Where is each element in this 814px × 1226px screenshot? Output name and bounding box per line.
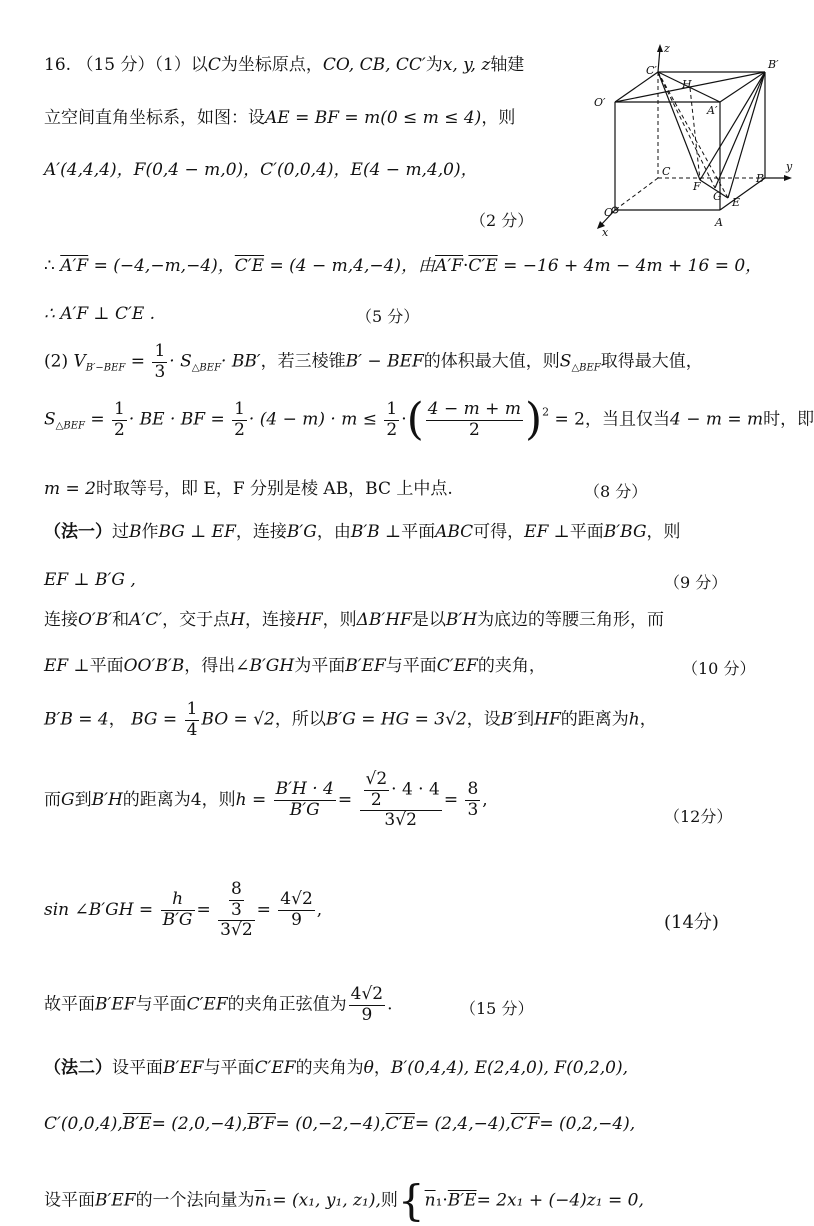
cube-figure (590, 40, 795, 240)
text: 设平面 (112, 1058, 163, 1078)
denominator: 3√2 (220, 920, 253, 941)
text: ，连接 (235, 522, 287, 542)
math: BG ⊥ EF (158, 522, 236, 542)
line-13 (44, 700, 657, 740)
text: 故平面 (44, 994, 95, 1015)
label-c-prime: C′ (646, 64, 657, 77)
math: · S (169, 351, 192, 372)
text: 而 (44, 789, 61, 810)
text: 平面 (401, 522, 436, 542)
math: C′EF (436, 656, 478, 676)
text: ， (639, 709, 657, 730)
text: , (316, 899, 323, 920)
label-c: C (662, 165, 671, 178)
fraction (360, 770, 442, 831)
text: · (463, 256, 469, 276)
line-6 (44, 342, 703, 382)
text: 取得最大值， (600, 351, 703, 372)
math: h (628, 709, 640, 730)
numerator: 1 (154, 341, 166, 361)
label-z: z (664, 42, 670, 55)
text: 与平面 (203, 1058, 255, 1078)
math: = (x₁, y₁, z₁), (272, 1190, 381, 1211)
score-9: （9 分） (664, 573, 728, 592)
text: 为坐标原点， (220, 55, 323, 75)
text: ，由 (316, 522, 351, 542)
math: AE = BF = m(0 ≤ m ≤ 4) (265, 108, 482, 128)
math: = (−4,−m,−4)， (93, 256, 235, 276)
part1-label: （1） (154, 55, 191, 75)
text: = (196, 899, 211, 920)
text: (2) (44, 351, 69, 372)
vector: A′F (435, 256, 464, 276)
math: · BB′ (221, 351, 261, 372)
vector: B′E (447, 1190, 477, 1211)
fraction (112, 400, 127, 440)
text: 立空间直角坐标系，如图：设 (44, 108, 265, 128)
math: sin ∠B′GH = (44, 899, 154, 920)
math: HF (534, 709, 561, 730)
math: = (0,−2,−4), (275, 1114, 386, 1134)
score-2: （2 分） (470, 211, 534, 230)
label-x: x (602, 226, 609, 239)
math: V (73, 351, 86, 372)
denominator: 2 (386, 419, 398, 440)
math: B′(0,4,4), E(2,4,0), F(0,2,0), (390, 1058, 629, 1078)
text: 与平面 (385, 656, 437, 676)
text: 则 (380, 1190, 398, 1211)
text: = (443, 789, 459, 810)
score-total: （15 分） (76, 55, 155, 75)
text: ，连接 (245, 610, 296, 630)
vector: $\overline{n}$ (254, 1190, 266, 1211)
fraction (229, 880, 244, 920)
text: . (387, 994, 393, 1015)
denominator: 9 (291, 909, 302, 930)
fraction (384, 400, 399, 440)
math: 4 (190, 789, 202, 810)
math: HF (296, 610, 323, 630)
math: B′H (445, 610, 478, 630)
label-g: G (713, 190, 722, 203)
text: ，当且仅当 (585, 409, 670, 430)
vector: C′E (385, 1114, 415, 1134)
math: BG = (131, 709, 178, 730)
line-19 (44, 1176, 644, 1226)
vector: C′E (468, 256, 498, 276)
math: B′EF (163, 1058, 204, 1078)
math: BO = √2 (201, 709, 275, 730)
label-f: F (693, 180, 701, 193)
line-15 (44, 880, 322, 941)
denominator: 2 (114, 419, 125, 440)
denominator: 3 (154, 361, 166, 382)
problem-number: 16. (44, 55, 72, 75)
text: 的夹角为 (295, 1058, 364, 1078)
math: · (4 − m) · m ≤ (248, 409, 377, 430)
text: ， (373, 1058, 391, 1078)
text: = (130, 351, 146, 372)
denominator: 2 (370, 789, 382, 810)
text: 的一个法向量为 (135, 1190, 255, 1211)
text: · (442, 1190, 448, 1211)
line-17 (44, 1058, 628, 1078)
math: · BE · BF = (128, 409, 225, 430)
line-10: EF ⊥ B′G , (44, 570, 136, 590)
denominator: 2 (234, 419, 245, 440)
fraction (185, 700, 200, 740)
text: 过 (112, 522, 129, 542)
line-14 (44, 770, 488, 831)
vector: B′E (122, 1114, 152, 1134)
math: CO, CB, CC′ (322, 55, 426, 75)
math: B′B = 4 (44, 709, 109, 730)
score-10: （10 分） (682, 659, 756, 678)
fraction (274, 780, 336, 820)
score-12: （12分） (664, 807, 733, 826)
text: 是以 (411, 610, 446, 630)
text: = 2 (554, 409, 585, 430)
vector: $\overline{n}$ (424, 1190, 436, 1211)
line-8 (44, 479, 453, 499)
line-2 (44, 108, 515, 128)
numerator: 1 (186, 699, 198, 719)
fraction (349, 985, 385, 1025)
numerator: 4 − m + m (427, 398, 521, 419)
text: ，则 (481, 108, 516, 128)
text: 的夹角正弦值为 (227, 994, 347, 1015)
label-a-prime: A′ (707, 104, 718, 117)
subscript: B′−BEF (85, 362, 126, 374)
subscript: △BEF (571, 362, 601, 374)
math: ΔB′HF (356, 610, 412, 630)
score-8: （8 分） (584, 482, 648, 501)
fraction (426, 400, 523, 440)
fraction (218, 880, 254, 941)
math: B′H (91, 789, 123, 810)
text: 可得， (473, 522, 525, 542)
math: G (61, 789, 75, 810)
denominator: 9 (361, 1004, 373, 1025)
math: m = 2 (44, 479, 96, 499)
text: ，则 (322, 610, 357, 630)
text: = (256, 899, 271, 920)
text: 平面 (569, 522, 604, 542)
text: 时，即 (763, 409, 814, 430)
numerator: 8 (230, 879, 242, 899)
math: θ (363, 1058, 374, 1078)
text: ， (108, 709, 126, 730)
vector: A′F (60, 256, 89, 276)
vector: B′F (247, 1114, 276, 1134)
math: = (0,2,−4), (539, 1114, 636, 1134)
denominator: B′G (162, 909, 193, 930)
text: ，则 (201, 789, 236, 810)
score-14: (14分) (664, 912, 719, 933)
math: B′EF (95, 1190, 136, 1211)
denominator: 3 (230, 899, 242, 920)
text: 连接 (44, 610, 78, 630)
math: x, y, z (442, 55, 491, 75)
text: , (482, 789, 488, 810)
text: 为 (425, 55, 443, 75)
vector: C′F (510, 1114, 540, 1134)
text: 的夹角， (477, 656, 546, 676)
text: = (337, 789, 353, 810)
math: B′BG (603, 522, 647, 542)
text: 的距离为 (560, 709, 629, 730)
line-16 (44, 985, 393, 1025)
subscript: △BEF (55, 420, 85, 432)
fraction (465, 780, 480, 820)
numerator: 8 (467, 779, 479, 800)
math: B′ (500, 709, 518, 730)
math: EF ⊥ (524, 522, 570, 542)
math: B′EF (345, 656, 386, 676)
math: = (4 − m,4,−4)，由 (269, 256, 436, 276)
math: = (2,4,−4), (414, 1114, 511, 1134)
math: EF ⊥ (44, 656, 90, 676)
subscript: ₁ (435, 1190, 443, 1211)
text: 的体积最大值，则 (423, 351, 560, 372)
line-9 (44, 522, 681, 542)
label-y: y (786, 160, 793, 173)
label-h: H (682, 78, 692, 91)
brace: { (397, 1176, 425, 1225)
math: = 2x₁ + (−4)z₁ = 0, (476, 1190, 644, 1211)
math: = −16 + 4m − 4m + 16 = 0， (503, 256, 763, 276)
math: ABC (435, 522, 474, 542)
text: 为底边的等腰三角形，而 (477, 610, 665, 630)
text: · (401, 409, 407, 430)
fraction (161, 890, 195, 930)
denominator: 2 (468, 419, 480, 440)
text: = (90, 409, 105, 430)
text: ，交于点 (162, 610, 231, 630)
text: ，所以 (274, 709, 326, 730)
text: ，则 (646, 522, 681, 542)
text: 轴建 (490, 55, 525, 75)
numerator: 4√2 (350, 984, 384, 1004)
math: = (2,0,−4), (151, 1114, 248, 1134)
math: C′EF (254, 1058, 296, 1078)
subscript: ₁ (265, 1190, 273, 1211)
text: ，若三棱锥 (260, 351, 346, 372)
text: 为平面 (294, 656, 346, 676)
text: 作 (141, 522, 159, 542)
fraction (152, 342, 167, 382)
label-o-prime: O′ (594, 96, 606, 109)
math: C′(0,0,4), (44, 1114, 123, 1134)
numerator: h (161, 890, 195, 911)
math: S (559, 351, 572, 372)
vector: C′E (234, 256, 265, 276)
math: B′G (286, 522, 317, 542)
method-2-label: （法二） (44, 1058, 112, 1078)
denominator: 3 (467, 799, 479, 820)
math: C (207, 55, 221, 75)
label-e: E (732, 196, 741, 209)
text: 以 (190, 55, 208, 75)
text: 与平面 (135, 994, 187, 1015)
label-b: B (756, 172, 765, 185)
denominator: 4 (186, 719, 198, 740)
text: ，得出 (184, 656, 236, 676)
score-15: （15 分） (460, 999, 534, 1018)
math: S (44, 409, 56, 430)
numerator: 1 (114, 398, 125, 419)
numerator: B′H · 4 (275, 779, 334, 800)
text: 的距离为 (122, 789, 191, 810)
text: ∴ (44, 256, 55, 276)
text: 到 (74, 789, 92, 810)
line-1 (44, 55, 524, 75)
subscript: △BEF (191, 362, 222, 374)
label-o: O (604, 206, 614, 219)
line-3: A′(4,4,4)，F(0,4 − m,0)，C′(0,0,4)，E(4 − m,4,0)， (44, 160, 478, 180)
math: B′B ⊥ (350, 522, 402, 542)
line-12 (44, 656, 546, 676)
text: 时取等号，即 E，F 分别是棱 AB，BC 上中点. (96, 479, 453, 499)
line-4 (44, 256, 762, 276)
line-5: ∴ A′F ⊥ C′E . (44, 304, 156, 324)
fraction (278, 890, 314, 930)
text: 到 (517, 709, 535, 730)
label-a: A (715, 216, 723, 229)
text: 和 (112, 610, 130, 630)
score-5: （5 分） (356, 307, 420, 326)
math: OO′B′B (123, 656, 185, 676)
math: B′G = HG = 3√2 (325, 709, 467, 730)
method-1-label: （法一） (44, 522, 112, 542)
math: 4 − m = m (670, 409, 764, 430)
fraction (364, 770, 390, 810)
math: h = (235, 789, 267, 810)
math: B′EF (95, 994, 136, 1015)
math: O′B′ (78, 610, 113, 630)
math: B′ − BEF (345, 351, 424, 372)
numerator: 1 (386, 398, 398, 419)
math: ∠B′GH (235, 656, 295, 676)
text: 设平面 (44, 1190, 95, 1211)
fraction (232, 400, 247, 440)
text: · 4 · 4 (391, 779, 440, 800)
numerator: 4√2 (280, 889, 313, 910)
math: H (230, 610, 245, 630)
math: A′C′ (129, 610, 163, 630)
line-11 (44, 610, 664, 630)
math: B (129, 522, 142, 542)
text: 平面 (89, 656, 124, 676)
denominator: B′G (289, 799, 320, 820)
math: C′EF (186, 994, 228, 1015)
line-7: $S_{\triangle BEF}$ = $\frac{1}{2}$ · BE · BF = $\frac{1}{2}$ · (4 − m) · m ≤ $\frac{1}{2}$ ·( $\frac{4 - m + m}{2}$ )$^2$ = 2，当且仅当4 − m = m时，即 (44, 394, 814, 445)
label-b-prime: B′ (768, 58, 779, 71)
exponent: 2 (542, 405, 550, 419)
denominator: 3√2 (384, 810, 417, 831)
text: ，设 (466, 709, 501, 730)
line-18 (44, 1114, 635, 1134)
numerator: 1 (234, 398, 245, 419)
numerator: √2 (365, 769, 388, 789)
